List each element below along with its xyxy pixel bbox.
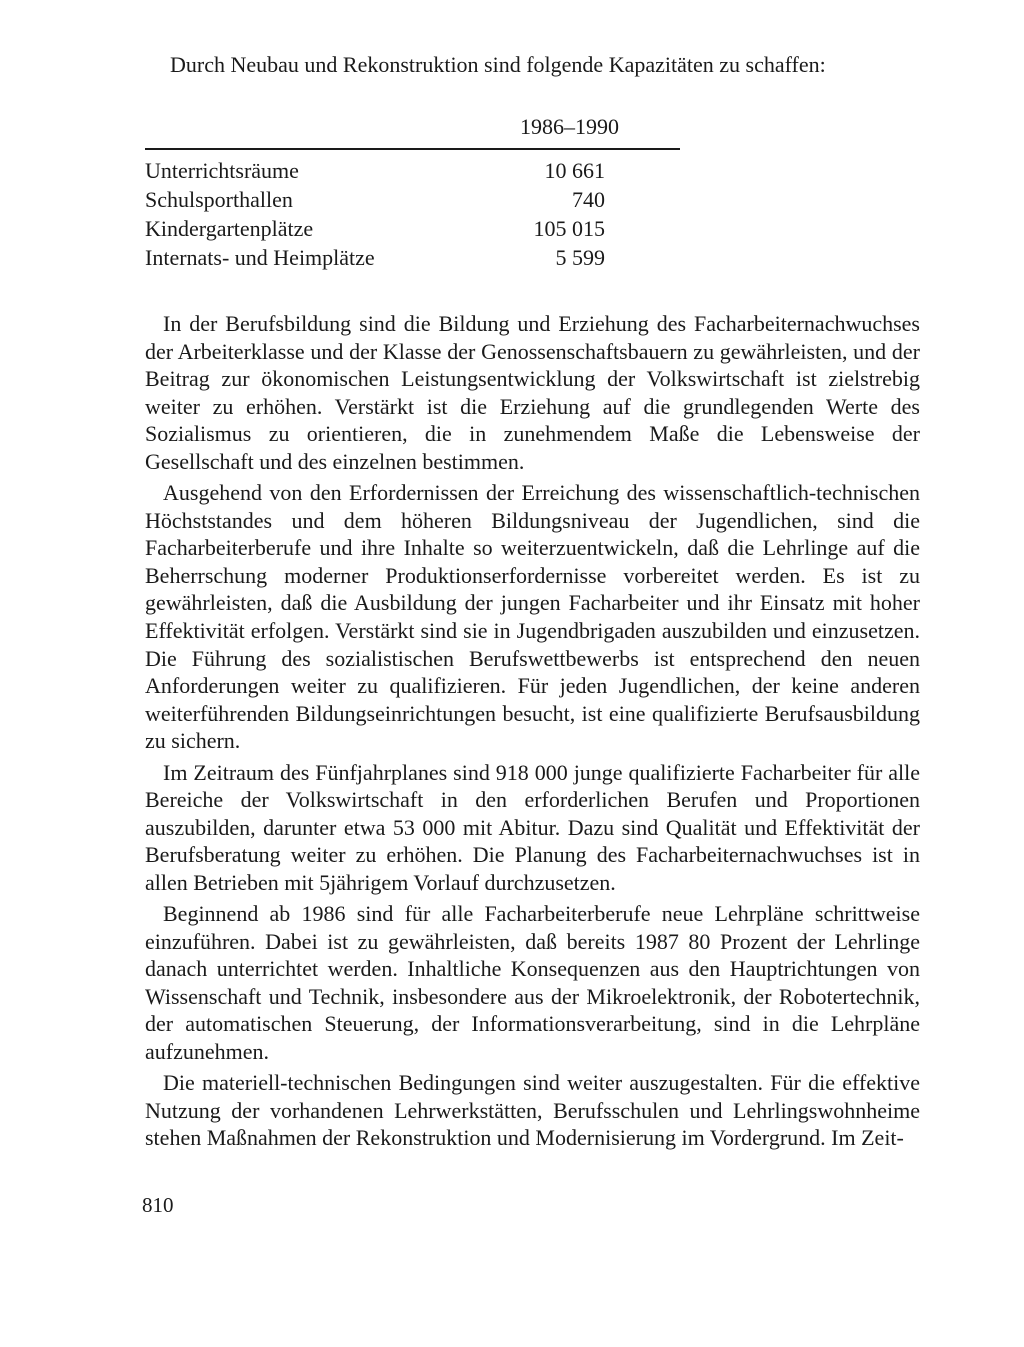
intro-sentence: Durch Neubau und Rekonstruktion sind folgende Kapazitäten zu schaffen: xyxy=(170,52,826,77)
table-row xyxy=(145,156,605,185)
capacity-table-body xyxy=(145,156,605,272)
row-label: Kindergartenplätze xyxy=(145,216,314,241)
row-label: Unterrichtsräume xyxy=(145,158,299,183)
body-text xyxy=(145,310,920,1155)
paragraph: Beginnend ab 1986 sind für alle Facharbeiterberufe neue Lehrpläne schrittweise einzuführen. Dabei ist zu gewährleisten, daß bereits 1987 80 Prozent der Lehrlinge danach unterrichtet werden. Inhaltliche Konsequenzen aus den Hauptrichtungen von Wissenschaft und Technik, insbesondere aus der Mikroelektronik, der Robotertechnik, der automatischen Steuerung, der Informationsverarbeitung, sind in die Lehrpläne aufzunehmen. xyxy=(145,900,920,1064)
row-value: 10 661 xyxy=(544,158,605,183)
table-row xyxy=(145,243,605,272)
paragraph: Die materiell-technischen Bedingungen sind weiter auszugestalten. Für die effektive Nutzung der vorhandenen Lehrwerkstätten, Berufsschulen und Lehrlingswohnheime stehen Maßnahmen der Rekonstruktion und Modernisierung im Vordergrund. Im Zeit- xyxy=(145,1070,920,1151)
paragraph: Ausgehend von den Erfordernissen der Erreichung des wissenschaftlich-technischen Höchststandes und dem höheren Bildungsniveau der Jugendlichen, sind die Facharbeiterberufe und ihre Inhalte so weiterzuentwickeln, daß die Lehrlinge auf die Beherrschung moderner Produktionserfordernisse vorbereitet werden. Es ist zu gewährleisten, daß die Ausbildung der jungen Facharbeiter und ihr Einsatz mit hoher Effektivität erfolgen. Verstärkt sind sie in Jugendbrigaden auszubilden und einzusetzen. Die Führung des sozialistischen Berufswettbewerbs ist entsprechend den neuen Anforderungen weiter zu qualifizieren. Für jeden Jugendlichen, der keine anderen weiterführenden Bildungseinrichtungen besucht, ist eine qualifizierte Berufsausbildung zu sichern. xyxy=(145,480,920,754)
table-header-rule xyxy=(145,148,680,150)
row-label: Internats- und Heimplätze xyxy=(145,245,375,270)
row-value: 740 xyxy=(572,187,605,212)
page-number: 810 xyxy=(142,1193,174,1217)
table-row xyxy=(145,185,605,214)
row-value: 5 599 xyxy=(555,245,605,270)
paragraph: In der Berufsbildung sind die Bildung und Erziehung des Facharbeiternachwuchses der Arbeiterklasse und der Klasse der Genossenschaftsbauern zu gewährleisten, und der Beitrag zur ökonomischen Leistungsentwicklung der Volkswirtschaft ist zielstrebig weiter zu erhöhen. Verstärkt ist die Erziehung auf die grundlegenden Werte des Sozialismus zu orientieren, die in zunehmendem Maße die Lebensweise der Gesellschaft und des einzelnen bestimmen. xyxy=(145,311,920,474)
paragraph: Im Zeitraum des Fünfjahrplanes sind 918 000 junge qualifizierte Facharbeiter für alle Bereiche der Volkswirtschaft in den erforderlichen Berufen und Proportionen auszubilden, darunter etwa 53 000 mit Abitur. Dazu sind Qualität und Effektivität der Berufsberatung weiter zu erhöhen. Die Planung des Facharbeiternachwuchses ist in allen Betrieben mit 5jährigem Vorlauf durchzusetzen. xyxy=(145,759,920,895)
capacity-table xyxy=(145,112,680,272)
row-value: 105 015 xyxy=(533,216,605,241)
table-row xyxy=(145,214,605,243)
table-column-header: 1986–1990 xyxy=(520,114,619,139)
row-label: Schulsporthallen xyxy=(145,187,293,212)
